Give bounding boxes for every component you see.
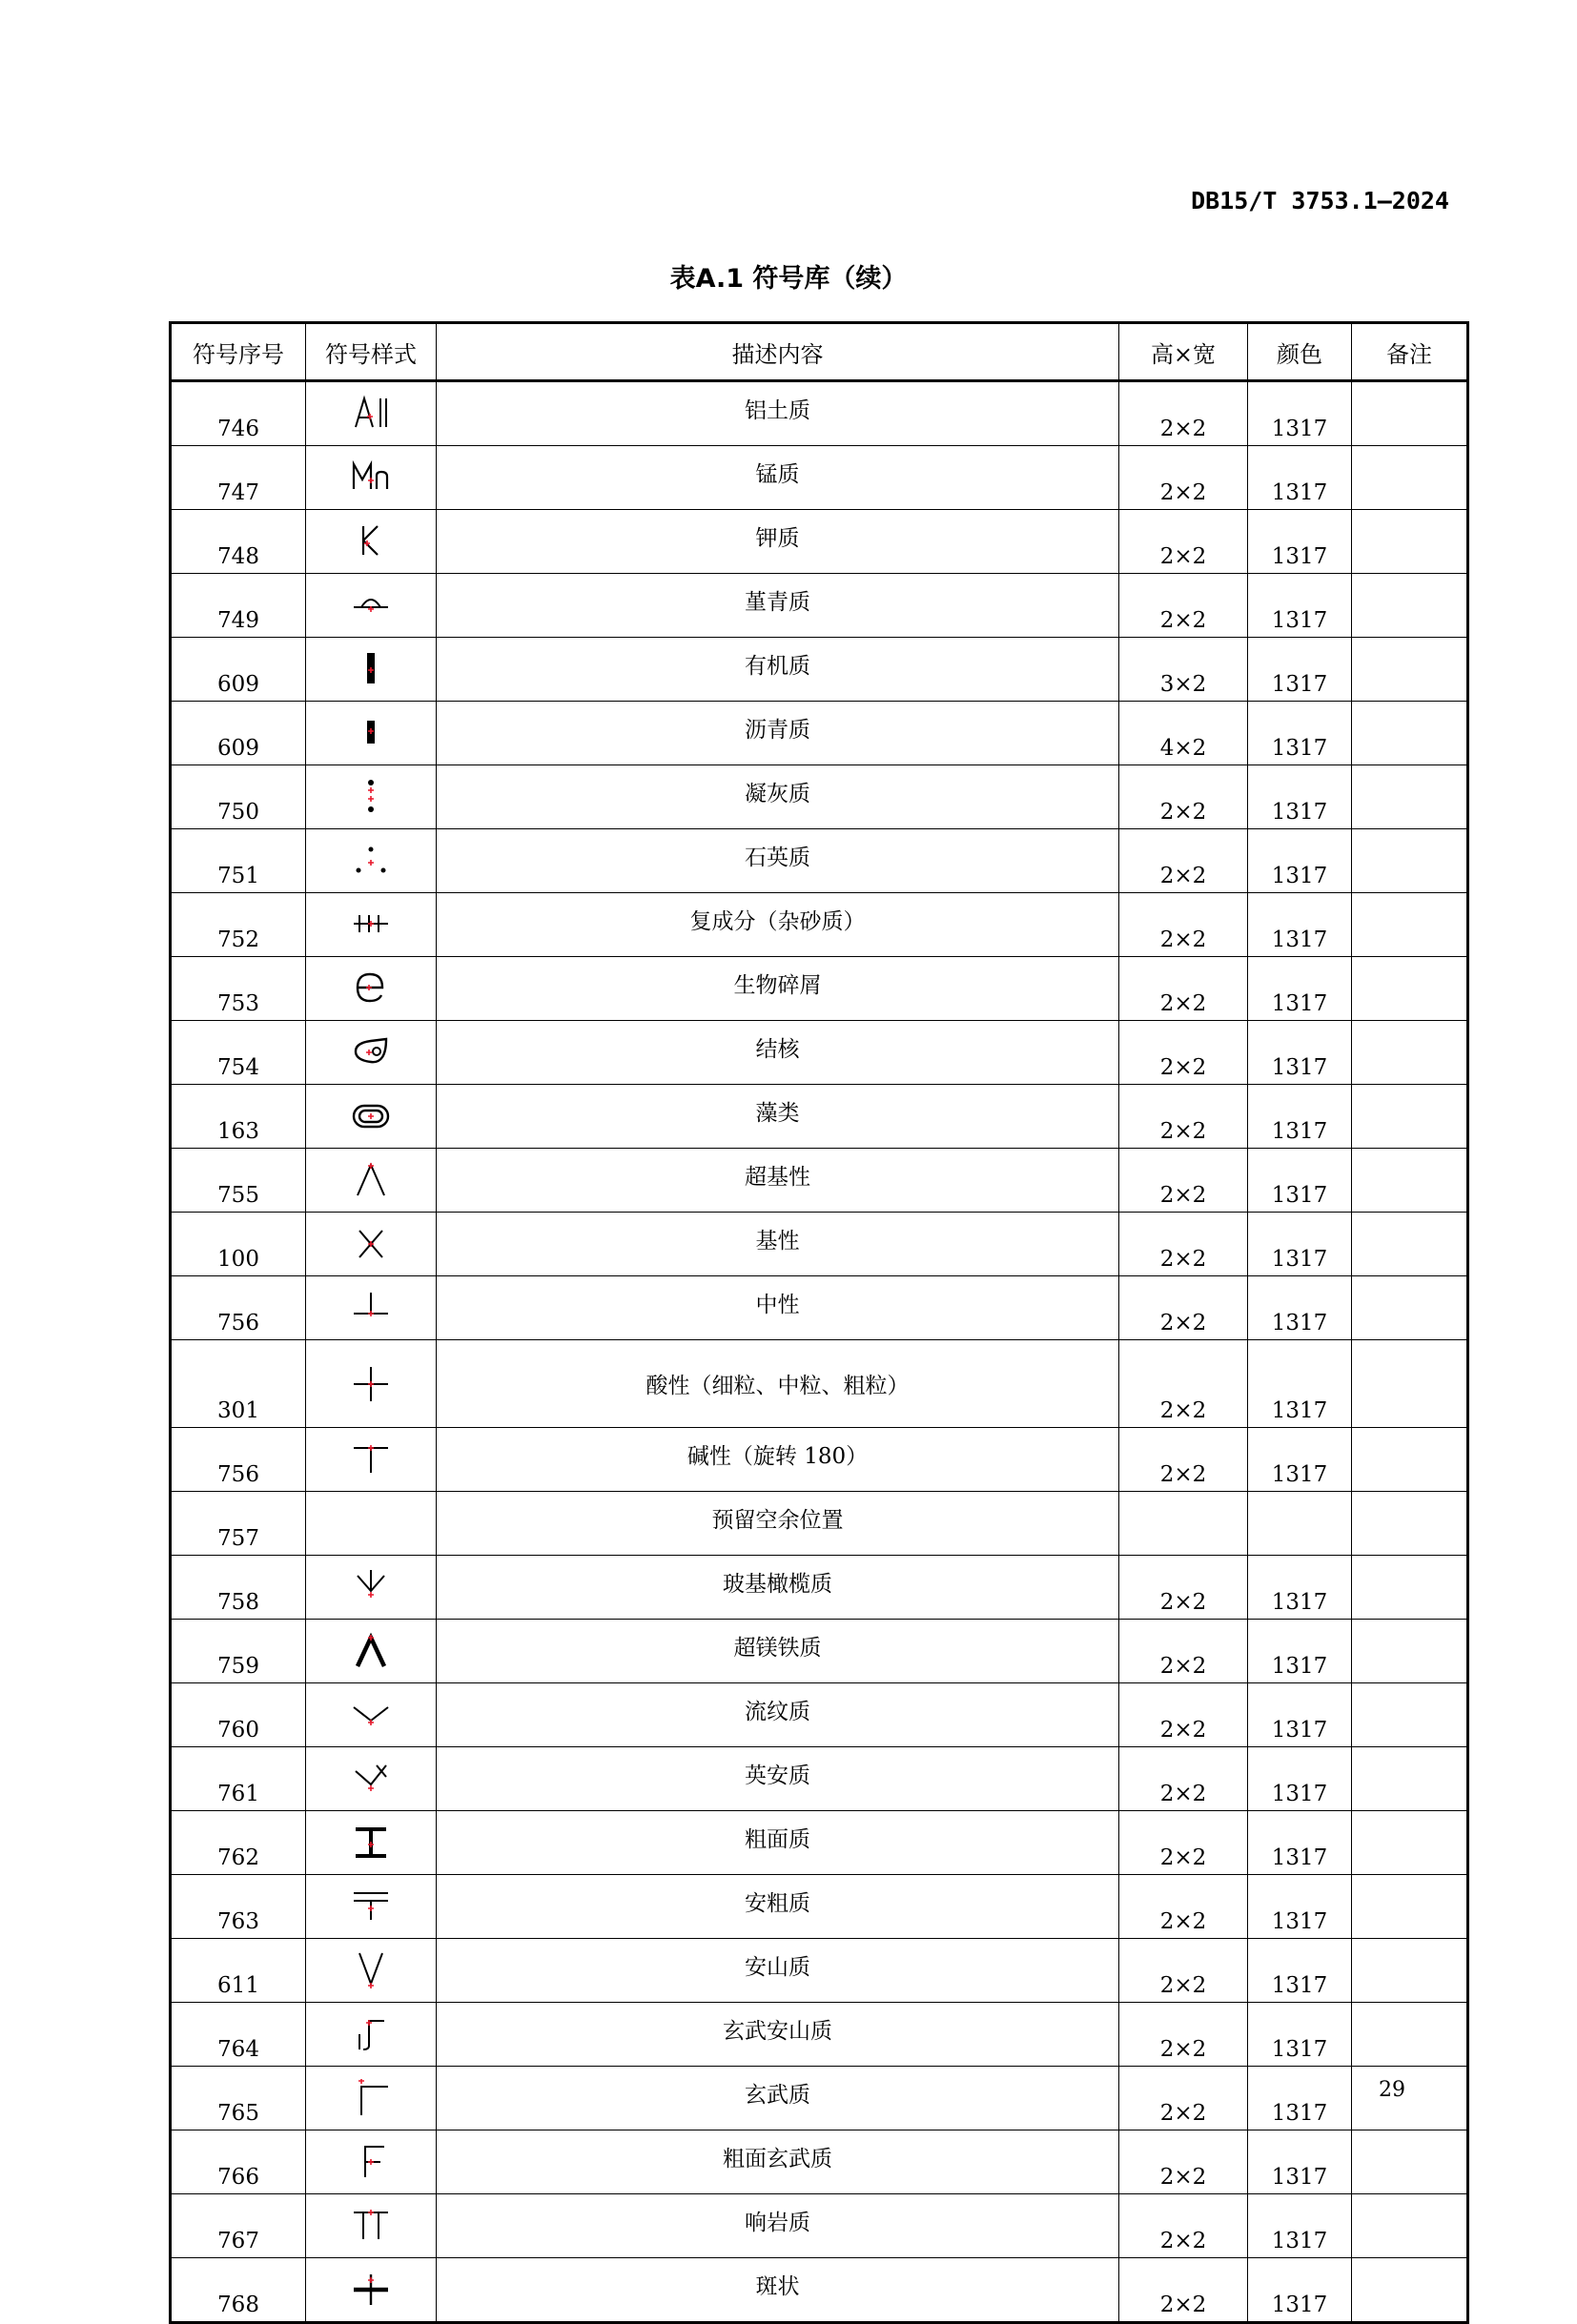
- table-row: [171, 1683, 1468, 1747]
- table-row: [171, 765, 1468, 829]
- size-cell: 2×2: [1119, 446, 1248, 510]
- k-letter-icon: [306, 510, 437, 574]
- color-code-cell: 1317: [1248, 1939, 1352, 2003]
- description-cell: 生物碎屑: [437, 957, 1119, 1021]
- color-code-cell: 1317: [1248, 1683, 1352, 1747]
- table-row: [171, 957, 1468, 1021]
- size-cell: 2×2: [1119, 1683, 1248, 1747]
- note-cell: [1352, 574, 1468, 638]
- note-cell: [1352, 638, 1468, 702]
- color-code-cell: 1317: [1248, 1021, 1352, 1085]
- table-row: [171, 829, 1468, 893]
- description-cell: 酸性（细粒、中粒、粗粒）: [437, 1340, 1119, 1428]
- symbol-id-cell: 767: [171, 2194, 306, 2258]
- nodule-icon: [306, 1021, 437, 1085]
- table-row: [171, 1939, 1468, 2003]
- color-code-cell: 1317: [1248, 1085, 1352, 1149]
- color-code-cell: 1317: [1248, 702, 1352, 765]
- table-row: [171, 1149, 1468, 1213]
- description-cell: 石英质: [437, 829, 1119, 893]
- description-cell: 基性: [437, 1213, 1119, 1276]
- note-cell: [1352, 1811, 1468, 1875]
- color-code-cell: 1317: [1248, 829, 1352, 893]
- symbol-id-cell: 764: [171, 2003, 306, 2067]
- column-header-color: 颜色: [1248, 323, 1352, 381]
- symbol-id-cell: 766: [171, 2130, 306, 2194]
- short-bar-icon: [306, 702, 437, 765]
- table-row: [171, 1085, 1468, 1149]
- symbol-id-cell: 748: [171, 510, 306, 574]
- size-cell: 2×2: [1119, 1747, 1248, 1811]
- note-cell: [1352, 2194, 1468, 2258]
- column-header-symbol: 符号样式: [306, 323, 437, 381]
- symbol-id-cell: 750: [171, 765, 306, 829]
- e-letter-icon: [306, 957, 437, 1021]
- table-row: [171, 2258, 1468, 2323]
- description-cell: 超镁铁质: [437, 1620, 1119, 1683]
- note-cell: [1352, 2258, 1468, 2323]
- page-number: 29: [1379, 2078, 1405, 2102]
- column-header-size: 高×宽: [1119, 323, 1248, 381]
- table-row: [171, 1340, 1468, 1428]
- inverted-t-icon: [306, 1276, 437, 1340]
- note-cell: [1352, 1149, 1468, 1213]
- note-cell: [1352, 1620, 1468, 1683]
- symbol-id-cell: 609: [171, 702, 306, 765]
- color-code-cell: 1317: [1248, 1747, 1352, 1811]
- note-cell: [1352, 381, 1468, 446]
- table-row: [171, 638, 1468, 702]
- table-row: [171, 702, 1468, 765]
- description-cell: 粗面质: [437, 1811, 1119, 1875]
- table-row: [171, 893, 1468, 957]
- color-code-cell: 1317: [1248, 510, 1352, 574]
- table-row: [171, 1428, 1468, 1492]
- color-code-cell: 1317: [1248, 1556, 1352, 1620]
- v-stem-icon: [306, 1556, 437, 1620]
- size-cell: 2×2: [1119, 2258, 1248, 2323]
- note-cell: [1352, 1021, 1468, 1085]
- symbol-id-cell: 749: [171, 574, 306, 638]
- color-code-cell: 1317: [1248, 1620, 1352, 1683]
- note-cell: [1352, 1276, 1468, 1340]
- note-cell: [1352, 1213, 1468, 1276]
- color-code-cell: 1317: [1248, 957, 1352, 1021]
- size-cell: 2×2: [1119, 829, 1248, 893]
- size-cell: 2×2: [1119, 1276, 1248, 1340]
- note-cell: [1352, 1556, 1468, 1620]
- note-cell: [1352, 1939, 1468, 2003]
- document-code: DB15/T 3753.1—2024: [1191, 187, 1449, 214]
- bold-caret-icon: [306, 1620, 437, 1683]
- note-cell: [1352, 1492, 1468, 1556]
- caret-icon: [306, 1149, 437, 1213]
- symbol-id-cell: 758: [171, 1556, 306, 1620]
- size-cell: 2×2: [1119, 893, 1248, 957]
- description-cell: 响岩质: [437, 2194, 1119, 2258]
- table-row: [171, 1875, 1468, 1939]
- table-row: [171, 1620, 1468, 1683]
- color-code-cell: 1317: [1248, 1428, 1352, 1492]
- table-row: [171, 1213, 1468, 1276]
- tall-bar-icon: [306, 638, 437, 702]
- color-code-cell: 1317: [1248, 893, 1352, 957]
- mn-letters-icon: [306, 446, 437, 510]
- symbol-id-cell: 100: [171, 1213, 306, 1276]
- note-cell: [1352, 1340, 1468, 1428]
- size-cell: 2×2: [1119, 957, 1248, 1021]
- symbol-id-cell: 757: [171, 1492, 306, 1556]
- description-cell: 斑状: [437, 2258, 1119, 2323]
- description-cell: 有机质: [437, 638, 1119, 702]
- note-cell: [1352, 510, 1468, 574]
- description-cell: 复成分（杂砂质）: [437, 893, 1119, 957]
- table-row: [171, 1492, 1468, 1556]
- size-cell: 2×2: [1119, 1021, 1248, 1085]
- table-header-row: [171, 323, 1468, 381]
- size-cell: 2×2: [1119, 1939, 1248, 2003]
- color-code-cell: [1248, 1492, 1352, 1556]
- description-cell: 流纹质: [437, 1683, 1119, 1747]
- table-row: [171, 1276, 1468, 1340]
- description-cell: 安山质: [437, 1939, 1119, 2003]
- symbol-id-cell: 746: [171, 381, 306, 446]
- symbol-id-cell: 747: [171, 446, 306, 510]
- plus-icon: [306, 1340, 437, 1428]
- table-body: [171, 381, 1468, 2323]
- description-cell: 铝土质: [437, 381, 1119, 446]
- symbol-id-cell: 751: [171, 829, 306, 893]
- note-cell: [1352, 446, 1468, 510]
- color-code-cell: 1317: [1248, 1213, 1352, 1276]
- size-cell: 2×2: [1119, 2194, 1248, 2258]
- column-header-id: 符号序号: [171, 323, 306, 381]
- table-row: [171, 2067, 1468, 2130]
- color-code-cell: 1317: [1248, 2130, 1352, 2194]
- symbol-id-cell: 753: [171, 957, 306, 1021]
- size-cell: 2×2: [1119, 2067, 1248, 2130]
- v-x-icon: [306, 1747, 437, 1811]
- table-row: [171, 2003, 1468, 2067]
- column-header-description: 描述内容: [437, 323, 1119, 381]
- color-code-cell: 1317: [1248, 1811, 1352, 1875]
- note-cell: [1352, 957, 1468, 1021]
- pi-icon: [306, 2194, 437, 2258]
- size-cell: 2×2: [1119, 765, 1248, 829]
- bold-plus-icon: [306, 2258, 437, 2323]
- size-cell: 2×2: [1119, 574, 1248, 638]
- note-cell: [1352, 893, 1468, 957]
- size-cell: 2×2: [1119, 1811, 1248, 1875]
- color-code-cell: 1317: [1248, 574, 1352, 638]
- table-row: [171, 1747, 1468, 1811]
- size-cell: 2×2: [1119, 1620, 1248, 1683]
- note-cell: [1352, 1875, 1468, 1939]
- shallow-v-icon: [306, 1683, 437, 1747]
- table-row: [171, 1811, 1468, 1875]
- color-code-cell: 1317: [1248, 446, 1352, 510]
- symbol-library-table: [169, 321, 1469, 2324]
- symbol-id-cell: 755: [171, 1149, 306, 1213]
- hook-corner-icon: [306, 2003, 437, 2067]
- size-cell: 2×2: [1119, 1085, 1248, 1149]
- corner-icon: [306, 2067, 437, 2130]
- color-code-cell: 1317: [1248, 1340, 1352, 1428]
- size-cell: 2×2: [1119, 1149, 1248, 1213]
- size-cell: 3×2: [1119, 638, 1248, 702]
- description-cell: 粗面玄武质: [437, 2130, 1119, 2194]
- description-cell: 英安质: [437, 1747, 1119, 1811]
- table-row: [171, 2194, 1468, 2258]
- column-header-note: 备注: [1352, 323, 1468, 381]
- symbol-id-cell: 609: [171, 638, 306, 702]
- table-row: [171, 1556, 1468, 1620]
- color-code-cell: 1317: [1248, 638, 1352, 702]
- size-cell: 2×2: [1119, 1875, 1248, 1939]
- size-cell: 2×2: [1119, 1213, 1248, 1276]
- table-row: [171, 381, 1468, 446]
- vertical-dots-icon: [306, 765, 437, 829]
- description-cell: 安粗质: [437, 1875, 1119, 1939]
- f-letter-icon: [306, 2130, 437, 2194]
- symbol-id-cell: 759: [171, 1620, 306, 1683]
- symbol-id-cell: 752: [171, 893, 306, 957]
- concentric-oval-icon: [306, 1085, 437, 1149]
- table-row: [171, 446, 1468, 510]
- v-letter-icon: [306, 1939, 437, 2003]
- i-beam-icon: [306, 1811, 437, 1875]
- note-cell: [1352, 1747, 1468, 1811]
- color-code-cell: 1317: [1248, 1276, 1352, 1340]
- t-letter-icon: [306, 1428, 437, 1492]
- size-cell: [1119, 1492, 1248, 1556]
- symbol-id-cell: 765: [171, 2067, 306, 2130]
- color-code-cell: 1317: [1248, 381, 1352, 446]
- symbol-id-cell: 761: [171, 1747, 306, 1811]
- color-code-cell: 1317: [1248, 2194, 1352, 2258]
- color-code-cell: 1317: [1248, 2067, 1352, 2130]
- table-title: 表A.1 符号库（续）: [669, 264, 908, 294]
- arc-line-icon: [306, 574, 437, 638]
- symbol-id-cell: 756: [171, 1428, 306, 1492]
- size-cell: 2×2: [1119, 1556, 1248, 1620]
- note-cell: [1352, 2130, 1468, 2194]
- symbol-id-cell: 763: [171, 1875, 306, 1939]
- symbol-id-cell: 611: [171, 1939, 306, 2003]
- description-cell: 中性: [437, 1276, 1119, 1340]
- note-cell: [1352, 1683, 1468, 1747]
- size-cell: 2×2: [1119, 1428, 1248, 1492]
- description-cell: 锰质: [437, 446, 1119, 510]
- symbol-id-cell: 760: [171, 1683, 306, 1747]
- symbol-id-cell: 768: [171, 2258, 306, 2323]
- description-cell: 堇青质: [437, 574, 1119, 638]
- size-cell: 2×2: [1119, 2003, 1248, 2067]
- note-cell: [1352, 765, 1468, 829]
- note-cell: [1352, 1428, 1468, 1492]
- triple-tick-icon: [306, 893, 437, 957]
- color-code-cell: 1317: [1248, 2003, 1352, 2067]
- description-cell: 玄武质: [437, 2067, 1119, 2130]
- table-row: [171, 1021, 1468, 1085]
- color-code-cell: 1317: [1248, 765, 1352, 829]
- table-row: [171, 2130, 1468, 2194]
- symbol-id-cell: 301: [171, 1340, 306, 1428]
- description-cell: 凝灰质: [437, 765, 1119, 829]
- note-cell: [1352, 1085, 1468, 1149]
- description-cell: 藻类: [437, 1085, 1119, 1149]
- description-cell: 碱性（旋转 180）: [437, 1428, 1119, 1492]
- symbol-id-cell: 163: [171, 1085, 306, 1149]
- table-row: [171, 574, 1468, 638]
- symbol-id-cell: 754: [171, 1021, 306, 1085]
- size-cell: 2×2: [1119, 1340, 1248, 1428]
- color-code-cell: 1317: [1248, 2258, 1352, 2323]
- note-cell: [1352, 829, 1468, 893]
- description-cell: 预留空余位置: [437, 1492, 1119, 1556]
- size-cell: 2×2: [1119, 510, 1248, 574]
- x-cross-icon: [306, 1213, 437, 1276]
- symbol-empty-cell: [306, 1492, 437, 1556]
- symbol-id-cell: 762: [171, 1811, 306, 1875]
- size-cell: 2×2: [1119, 2130, 1248, 2194]
- table-row: [171, 510, 1468, 574]
- note-cell: [1352, 2003, 1468, 2067]
- double-bar-t-icon: [306, 1875, 437, 1939]
- description-cell: 沥青质: [437, 702, 1119, 765]
- size-cell: 4×2: [1119, 702, 1248, 765]
- symbol-id-cell: 756: [171, 1276, 306, 1340]
- size-cell: 2×2: [1119, 381, 1248, 446]
- description-cell: 钾质: [437, 510, 1119, 574]
- description-cell: 结核: [437, 1021, 1119, 1085]
- description-cell: 玄武安山质: [437, 2003, 1119, 2067]
- description-cell: 超基性: [437, 1149, 1119, 1213]
- al-letters-icon: [306, 381, 437, 446]
- color-code-cell: 1317: [1248, 1875, 1352, 1939]
- triangle-dots-icon: [306, 829, 437, 893]
- description-cell: 玻基橄榄质: [437, 1556, 1119, 1620]
- color-code-cell: 1317: [1248, 1149, 1352, 1213]
- note-cell: [1352, 702, 1468, 765]
